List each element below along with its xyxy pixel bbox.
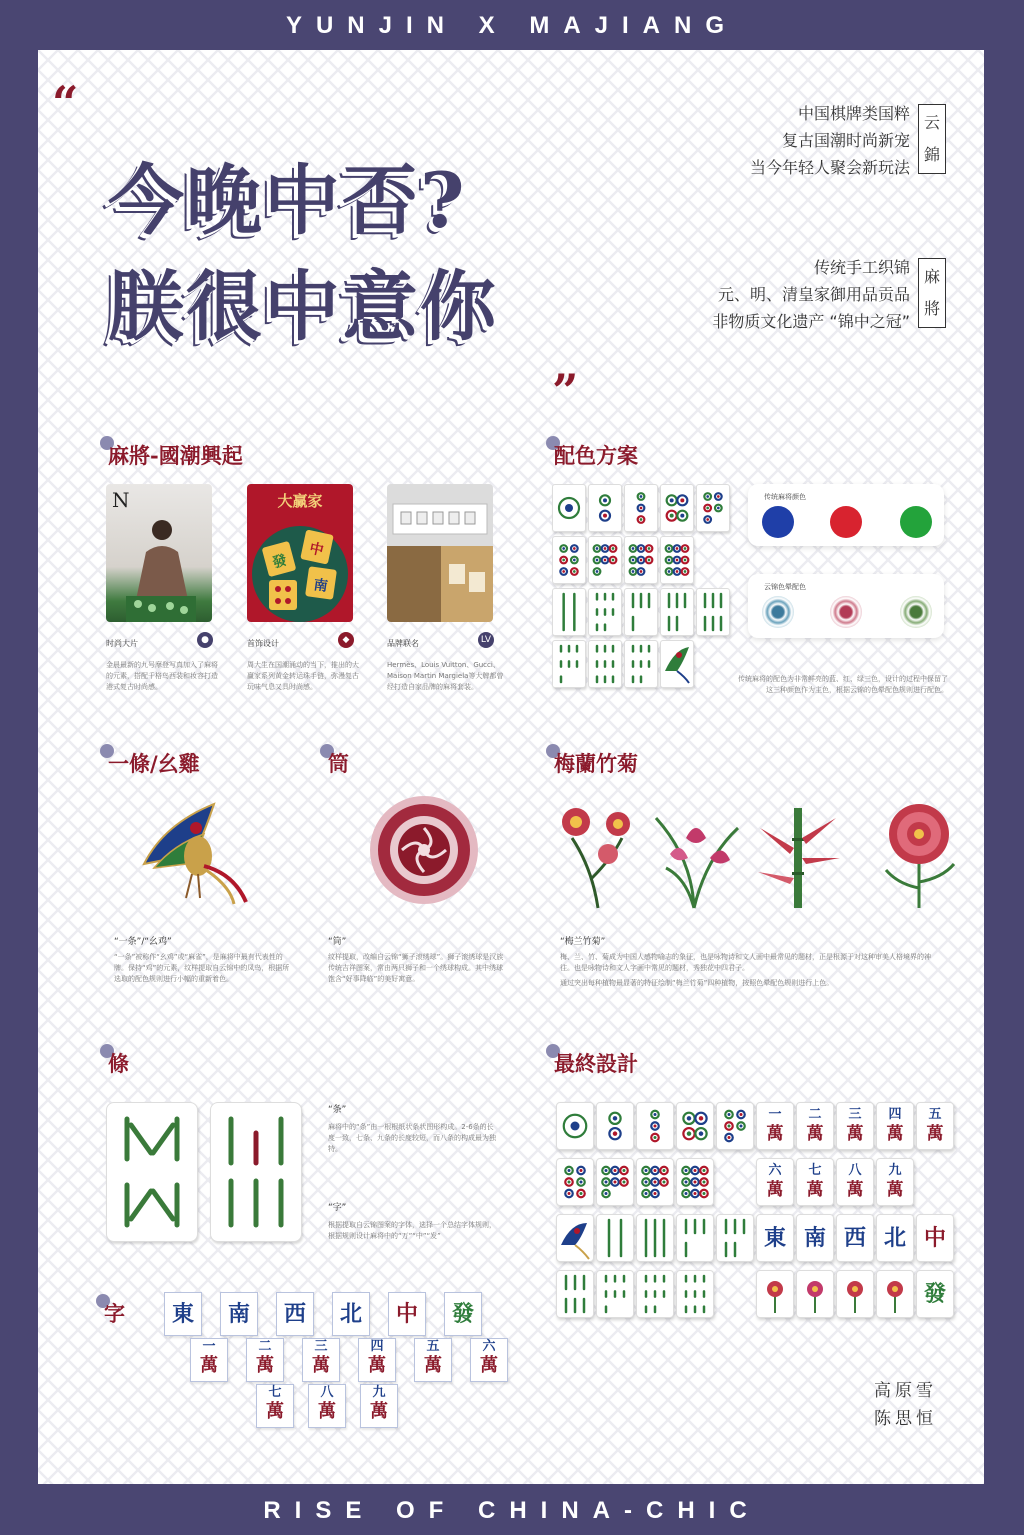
green-swatch [900, 506, 932, 538]
tiao-text: 麻将中的“条”由一根根纸状条状图形构成。2-6条的长度一致，七条、九条的长度较短，而八条的构成最为独特。 [328, 1123, 496, 1153]
sticks-icon [677, 1271, 713, 1317]
bird-caption: “一条”/“幺鸡” [114, 937, 172, 947]
tile-character: 四 [370, 1339, 384, 1354]
bamboo-sticks-icon [211, 1103, 301, 1241]
final-tile [876, 1158, 914, 1206]
brand-sets-icon [387, 484, 493, 622]
sticks-icon [661, 589, 693, 635]
wind-character: 西 [843, 1225, 866, 1251]
card-text: 周大生在国潮涌动的当下，推出的大赢家系列黄金转运珠手链，弥漫复古玩味气息又具时尚感。 [247, 661, 359, 691]
final-tile [596, 1270, 634, 1318]
bird-text: “一条”被称作“幺鸡”或“麻雀”，是麻将中最有代表性的牌。保持“鸡”的元素，纹样提取自云锦中的凤鸟，根据所选取的配色规则进行小幅的重新着色。 [114, 953, 290, 983]
wan-character: 萬 [886, 1124, 904, 1144]
final-tile [676, 1158, 714, 1206]
final-tile [636, 1102, 674, 1150]
bamboo-icon [756, 798, 840, 910]
final-tile [596, 1102, 634, 1150]
tile-character: 七 [268, 1385, 282, 1400]
wan-character: 萬 [200, 1355, 218, 1376]
traditional-tile [624, 640, 658, 688]
intro-line: 传统手工织锦 [813, 258, 910, 277]
character-tile [414, 1338, 452, 1382]
wind-character: 北 [883, 1225, 906, 1251]
yunjin-palette-card [748, 574, 944, 638]
zi-text: 根据提取自云锦图案的字体，选择一个总结字体规则，根据规则设计麻将中的“万”“中”“发” [328, 1221, 496, 1240]
circles-icon [717, 1103, 753, 1149]
wind-character: 中 [923, 1225, 946, 1251]
wan-character: 萬 [886, 1180, 904, 1200]
traditional-palette-card [748, 484, 944, 546]
chrysanthemum-icon [872, 798, 966, 910]
character-tile [164, 1292, 202, 1336]
wan-character: 萬 [806, 1124, 824, 1144]
tag-char: 云 [923, 113, 940, 132]
character-tile [444, 1292, 482, 1336]
intro-line: 非物质文化遗产 “锦中之冠” [712, 312, 910, 331]
intro-line: 复古国潮时尚新宠 [781, 131, 910, 150]
traditional-tile [660, 536, 694, 584]
poster-paper [38, 50, 984, 1484]
wan-number: 一 [768, 1107, 782, 1122]
flower-icon [877, 1271, 913, 1317]
final-tile [676, 1214, 714, 1262]
wan-character: 萬 [370, 1401, 388, 1422]
fashion-photo [106, 484, 212, 622]
intro-block-1 [638, 100, 910, 181]
final-tile [756, 1158, 794, 1206]
zi-caption: “字” [328, 1203, 347, 1213]
final-tile [596, 1214, 634, 1262]
green-gradient-swatch [900, 596, 932, 628]
intro-line: 中国棋牌类国粹 [797, 104, 910, 123]
tile-character: 六 [482, 1339, 496, 1354]
wan-number: 六 [768, 1163, 782, 1178]
intro-block-2 [598, 254, 910, 335]
final-tile [876, 1214, 914, 1262]
camera-icon: ● [197, 632, 213, 648]
final-tile [876, 1270, 914, 1318]
palette-title: 配色方案 [554, 443, 638, 468]
final-tile [716, 1214, 754, 1262]
character-tile [256, 1384, 294, 1428]
card-text: 金晨最新的九号摩登写真加入了麻将的元素，搭配千格鸟西装和妆容打造港式复古时尚感。 [106, 661, 218, 691]
sticks-icon [637, 1271, 673, 1317]
wan-character: 萬 [766, 1180, 784, 1200]
wan-number: 二 [808, 1107, 822, 1122]
character-tile [358, 1338, 396, 1382]
final-title: 最終設計 [554, 1051, 638, 1076]
model-figure-icon [126, 508, 196, 622]
wan-character: 萬 [266, 1401, 284, 1422]
final-tile [796, 1158, 834, 1206]
final-tile [756, 1270, 794, 1318]
circles-icon [553, 485, 585, 531]
tong-medallion-icon [368, 794, 480, 906]
svg-text:中: 中 [307, 540, 325, 560]
svg-text:發: 發 [270, 552, 289, 572]
sticks-icon [597, 1215, 633, 1261]
traditional-tile [696, 588, 730, 636]
blue-swatch [762, 506, 794, 538]
wan-character: 萬 [256, 1355, 274, 1376]
tile-character: 發 [451, 1301, 474, 1327]
final-tile [756, 1214, 794, 1262]
circles-icon [557, 1159, 593, 1205]
final-tile [916, 1214, 954, 1262]
final-tile [796, 1270, 834, 1318]
magazine-logo: N [112, 488, 130, 512]
character-tile [470, 1338, 508, 1382]
wan-number: 九 [888, 1163, 902, 1178]
traditional-tile [588, 640, 622, 688]
traditional-tile [624, 588, 658, 636]
flowers-text-2: 通过突出每种植物最显著的特征绘制“梅兰竹菊”四种植物，按照色晕配色规则进行上色。 [560, 979, 834, 987]
wan-number: 三 [848, 1107, 862, 1122]
final-tile [916, 1270, 954, 1318]
wan-character: 萬 [424, 1355, 442, 1376]
traditional-tile [552, 484, 586, 532]
bird-icon [557, 1215, 593, 1261]
trend-title: 麻將-國潮興起 [108, 443, 243, 468]
intro-line: 元、明、清皇家御用品贡品 [717, 285, 910, 304]
svg-text:南: 南 [312, 577, 329, 595]
traditional-tile [552, 640, 586, 688]
sticks-icon [717, 1215, 753, 1261]
traditional-tile [660, 484, 694, 532]
tong-title: 筒 [328, 751, 349, 776]
final-tile [836, 1158, 874, 1206]
tag-char: 將 [923, 299, 940, 318]
plum-blossom-icon [552, 798, 644, 910]
wan-number: 七 [808, 1163, 822, 1178]
circles-icon [637, 1103, 673, 1149]
red-gradient-swatch [830, 596, 862, 628]
traditional-tile [552, 588, 586, 636]
circles-icon [625, 537, 657, 583]
final-tile [636, 1214, 674, 1262]
final-tile [916, 1102, 954, 1150]
final-tile [876, 1102, 914, 1150]
majiang-tag [918, 258, 946, 328]
lv-icon: LV [478, 632, 494, 648]
traditional-tile [696, 484, 730, 532]
flowers-title: 梅蘭竹菊 [554, 751, 638, 776]
author-name: 陈思恒 [874, 1409, 937, 1429]
final-tile [556, 1158, 594, 1206]
wan-character: 萬 [806, 1180, 824, 1200]
flower-icon [837, 1271, 873, 1317]
circles-icon [677, 1103, 713, 1149]
character-tile [246, 1338, 284, 1382]
tile-character: 八 [320, 1385, 334, 1400]
sticks-icon [589, 589, 621, 635]
circles-icon [661, 537, 693, 583]
character-tile [190, 1338, 228, 1382]
tong-text: 纹样提取，改编自云锦“狮子滚绣球”。狮子滚绣球是汉族传统吉祥图案，常由两只狮子和一个绣球构成。其中绣球饱含“好事降临”的美好寓意。 [328, 953, 504, 983]
wan-character: 萬 [846, 1180, 864, 1200]
zi-title: 字 [104, 1301, 125, 1326]
traditional-tile [624, 536, 658, 584]
sticks-icon [697, 589, 729, 635]
sticks-icon [553, 641, 585, 687]
wan-number: 五 [928, 1107, 942, 1122]
circles-icon [589, 485, 621, 531]
tile-character: 南 [227, 1301, 250, 1327]
circles-icon [597, 1103, 633, 1149]
wan-number: 八 [848, 1163, 862, 1178]
eight-bamboo-tile [106, 1102, 198, 1242]
traditional-tile [552, 536, 586, 584]
final-tile [836, 1214, 874, 1262]
orchid-icon [646, 798, 742, 910]
sticks-icon [557, 1271, 593, 1317]
card-text: Hermès、Louis Vuitton、Gucci、Maison Martin Margiela等大牌都曾经打造自家品牌的麻将套装。 [387, 661, 504, 691]
final-tile [716, 1102, 754, 1150]
final-tile [836, 1102, 874, 1150]
palette-label: 云锦色晕配色 [764, 583, 806, 591]
character-tile [302, 1338, 340, 1382]
jewelry-tiles-icon [247, 514, 353, 622]
final-tile [676, 1102, 714, 1150]
traditional-tile [660, 588, 694, 636]
jewelry-photo [247, 484, 353, 622]
headline-line-1: 今晚中否? [108, 156, 467, 245]
tile-character: 一 [202, 1339, 216, 1354]
character-tile [308, 1384, 346, 1428]
tiao-title: 條 [108, 1051, 129, 1076]
circles-icon [589, 537, 621, 583]
phoenix-bird-icon [134, 794, 254, 906]
tile-character: 九 [372, 1385, 386, 1400]
tag-char: 麻 [923, 267, 940, 286]
sticks-icon [553, 589, 585, 635]
tile-character: 五 [426, 1339, 440, 1354]
open-quote: “ [52, 76, 79, 130]
final-tile [756, 1102, 794, 1150]
wan-character: 萬 [480, 1355, 498, 1376]
blue-gradient-swatch [762, 596, 794, 628]
sticks-icon [637, 1215, 673, 1261]
sticks-icon [677, 1215, 713, 1261]
card-label: 时尚大片 [106, 639, 138, 648]
tile-character: 三 [314, 1339, 328, 1354]
wind-character: 南 [803, 1225, 826, 1251]
final-tile [556, 1214, 594, 1262]
traditional-tile [588, 588, 622, 636]
final-tile [676, 1270, 714, 1318]
circles-icon [625, 485, 657, 531]
tile-character: 二 [258, 1339, 272, 1354]
final-tile [796, 1214, 834, 1262]
yunjin-tag [918, 104, 946, 174]
palette-note: 传统麻将的配色为非常鲜亮的蓝、红、绿三色，设计的过程中保留了这三种颜色作为主色，根据云锦的色晕配色规则进行配色。 [738, 675, 948, 694]
wan-character: 萬 [312, 1355, 330, 1376]
headline-line-2: 朕很中意你 [108, 262, 498, 351]
character-tile [276, 1292, 314, 1336]
character-tile [332, 1292, 370, 1336]
tong-caption: “筒” [328, 937, 347, 947]
bird-icon [661, 641, 693, 687]
character-tile [388, 1292, 426, 1336]
seven-bamboo-tile [210, 1102, 302, 1242]
circles-icon [677, 1159, 713, 1205]
final-tile [636, 1270, 674, 1318]
flower-icon [757, 1271, 793, 1317]
traditional-tile [660, 640, 694, 688]
bottom-title: RISE OF CHINA-CHIC [263, 1497, 761, 1524]
tag-char: 錦 [923, 145, 940, 164]
wind-character: 東 [763, 1225, 786, 1251]
flowers-text: 梅、兰、竹、菊成为中国人感物喻志的象征，也是咏物诗和文人画中最常见的题材，正是根源于对这种审美人格境界的神往。也是咏物诗和文人字画中常见的题材，秀独花中四君子。 [560, 953, 931, 972]
final-tile [596, 1158, 634, 1206]
diamond-icon: ◆ [338, 632, 354, 648]
circles-icon [597, 1159, 633, 1205]
card-label: 品牌联名 [387, 639, 419, 648]
tiao-caption: “条” [328, 1105, 347, 1115]
circles-icon [557, 1103, 593, 1149]
final-tile [796, 1102, 834, 1150]
palette-label: 传统麻将颜色 [764, 493, 806, 501]
bird-title: 一條/幺雞 [108, 751, 200, 776]
sticks-icon [589, 641, 621, 687]
wan-character: 萬 [368, 1355, 386, 1376]
traditional-tile [624, 484, 658, 532]
brand-photo [387, 484, 493, 622]
author-name: 高原雪 [874, 1381, 937, 1401]
final-tile [556, 1102, 594, 1150]
red-swatch [830, 506, 862, 538]
tile-character: 北 [339, 1301, 362, 1327]
flower-icon [797, 1271, 833, 1317]
traditional-tile [588, 536, 622, 584]
wan-number: 四 [888, 1107, 902, 1122]
circles-icon [697, 485, 729, 531]
tile-character: 西 [283, 1301, 306, 1327]
bamboo-sticks-icon [107, 1103, 197, 1241]
wan-character: 萬 [766, 1124, 784, 1144]
sticks-icon [625, 589, 657, 635]
intro-line: 当今年轻人聚会新玩法 [749, 158, 910, 177]
traditional-tile [588, 484, 622, 532]
jewelry-brand: 大赢家 [277, 492, 323, 510]
sticks-icon [625, 641, 657, 687]
close-quote: ” [552, 364, 579, 418]
circles-icon [661, 485, 693, 531]
top-title: YUNJIN X MAJIANG [285, 12, 739, 39]
circles-icon [637, 1159, 673, 1205]
circles-icon [553, 537, 585, 583]
sticks-icon [597, 1271, 633, 1317]
flowers-caption: “梅兰竹菊” [560, 937, 606, 947]
card-label: 首饰设计 [247, 639, 279, 648]
wan-character: 萬 [318, 1401, 336, 1422]
wan-character: 萬 [926, 1124, 944, 1144]
tile-character: 東 [171, 1301, 194, 1327]
tile-character: 中 [395, 1301, 418, 1327]
fa-character: 發 [923, 1281, 946, 1307]
character-tile [220, 1292, 258, 1336]
wan-character: 萬 [846, 1124, 864, 1144]
final-tile [836, 1270, 874, 1318]
final-tile [556, 1270, 594, 1318]
final-tile [636, 1158, 674, 1206]
character-tile [360, 1384, 398, 1428]
